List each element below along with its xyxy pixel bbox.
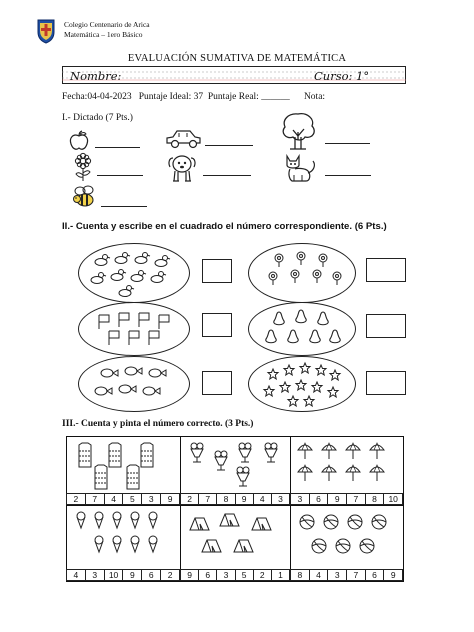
flags-group [78, 302, 190, 356]
number-option[interactable]: 9 [180, 569, 199, 581]
school-name: Colegio Centenario de Arica [64, 20, 150, 29]
number-option[interactable]: 5 [235, 569, 254, 581]
number-row [181, 569, 290, 581]
pears-group [248, 302, 356, 356]
number-option[interactable]: 6 [198, 569, 217, 581]
number-option[interactable]: 7 [85, 493, 105, 505]
answer-line[interactable] [325, 143, 370, 144]
number-option[interactable]: 9 [160, 493, 180, 505]
flower-icon [72, 153, 94, 188]
number-option[interactable]: 3 [141, 493, 161, 505]
school-header [64, 20, 150, 40]
ducks-group [78, 243, 190, 303]
bee-icon [72, 184, 98, 215]
number-option[interactable]: 2 [160, 569, 180, 581]
number-option[interactable]: 3 [216, 569, 235, 581]
school-logo [36, 18, 56, 44]
counting-panel-umbrellas [290, 436, 404, 506]
number-row [181, 493, 290, 505]
number-option[interactable]: 4 [309, 569, 329, 581]
page-title: EVALUACIÓN SUMATIVA DE MATEMÁTICA [127, 53, 347, 64]
number-option[interactable]: 10 [104, 569, 124, 581]
number-row [291, 569, 403, 581]
number-option[interactable]: 3 [271, 493, 290, 505]
number-option[interactable]: 7 [346, 569, 366, 581]
number-option[interactable]: 10 [383, 493, 403, 505]
answer-line[interactable] [101, 206, 147, 207]
number-row [291, 493, 403, 505]
car-icon [164, 128, 202, 155]
answer-line[interactable] [97, 175, 143, 176]
answer-box[interactable] [366, 371, 406, 395]
number-option[interactable]: 8 [290, 569, 310, 581]
number-option[interactable]: 7 [198, 493, 217, 505]
number-row [67, 493, 180, 505]
answer-box[interactable] [202, 313, 232, 337]
number-option[interactable]: 2 [66, 493, 86, 505]
number-option[interactable]: 6 [309, 493, 329, 505]
number-option[interactable]: 3 [290, 493, 310, 505]
answer-box[interactable] [202, 259, 232, 283]
counting-panel-tents [180, 505, 291, 582]
answer-box[interactable] [366, 314, 406, 338]
number-option[interactable]: 9 [327, 493, 347, 505]
number-option[interactable]: 8 [216, 493, 235, 505]
section-2-title: II.- Cuenta y escribe en el cuadrado el número correspondiente. (6 Pts.) [62, 221, 387, 232]
answer-line[interactable] [205, 145, 253, 146]
name-course-row [62, 66, 406, 84]
number-option[interactable]: 9 [383, 569, 403, 581]
number-option[interactable]: 3 [327, 569, 347, 581]
name-label: Nombre: [70, 69, 122, 83]
answer-line[interactable] [325, 175, 371, 176]
number-option[interactable]: 5 [122, 493, 142, 505]
number-option[interactable]: 1 [271, 569, 290, 581]
answer-box[interactable] [202, 371, 232, 395]
fish-group [78, 356, 190, 412]
stars-group [248, 356, 356, 412]
section-3-title: III.- Cuenta y pinta el número correcto. (3 Pts.) [62, 419, 254, 429]
tree-icon [278, 110, 318, 155]
counting-panel-ice-cream-cones [66, 505, 181, 582]
number-option[interactable]: 6 [141, 569, 161, 581]
counting-panel-balls [290, 505, 404, 582]
date-score-line: Fecha:04-04-2023 Puntaje Ideal: 37 Puntaje Real: ______ Nota: [62, 92, 326, 102]
number-option[interactable]: 4 [104, 493, 124, 505]
number-option[interactable]: 2 [180, 493, 199, 505]
number-option[interactable]: 4 [66, 569, 86, 581]
section-1-title: I.- Dictado (7 Pts.) [62, 113, 133, 123]
number-option[interactable]: 9 [122, 569, 142, 581]
answer-line[interactable] [95, 147, 140, 148]
cat-icon [282, 153, 318, 188]
number-option[interactable]: 3 [85, 569, 105, 581]
number-option[interactable]: 2 [253, 569, 272, 581]
course-line: Matemática – 1ero Básico [64, 30, 143, 39]
counting-panel-ice-cream-cups [180, 436, 291, 506]
answer-line[interactable] [203, 175, 251, 176]
number-row [67, 569, 180, 581]
dog-icon [166, 154, 198, 187]
number-option[interactable]: 7 [346, 493, 366, 505]
number-option[interactable]: 9 [235, 493, 254, 505]
number-option[interactable]: 4 [253, 493, 272, 505]
number-option[interactable]: 6 [365, 569, 385, 581]
course-label: Curso: 1° [314, 69, 370, 83]
flowers-group [248, 243, 356, 303]
number-option[interactable]: 8 [365, 493, 385, 505]
answer-box[interactable] [366, 258, 406, 282]
counting-panel-shirts [66, 436, 181, 506]
